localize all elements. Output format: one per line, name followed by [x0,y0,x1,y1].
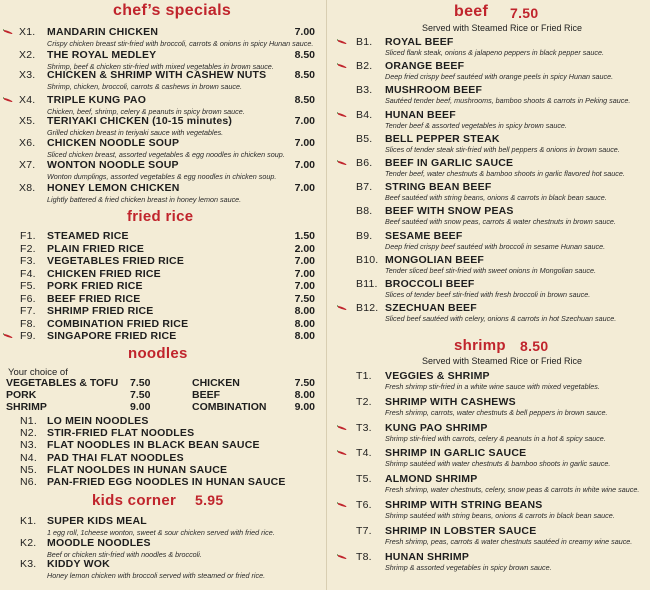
item-code: N5. [20,463,37,476]
item-code: T7. [356,524,372,537]
chili-pepper-icon [337,39,348,45]
item-name: SESAME BEEF [385,229,463,242]
item-description: Tender sliced beef stir-fried with sweet onions in Mongolian sauce. [385,265,596,275]
item-price: 7.00 [294,26,315,38]
item-code: X4. [19,94,36,106]
item-code: T8. [356,550,372,563]
item-price: 7.50 [294,292,315,305]
item-description: Lightly battered & fried chicken breast in honey lemon sauce. [47,195,242,204]
item-price: 7.00 [294,182,315,194]
item-code: T3. [356,421,372,434]
item-name: WONTON NOODLE SOUP [47,159,179,171]
item-name: ORANGE BEEF [385,60,465,73]
item-code: N4. [20,451,37,464]
beef-title: beef [454,3,489,20]
item-name: KIDDY WOK [47,558,110,570]
item-description: Sliced flank steak, onions & jalapeno peppers in black pepper sauce. [385,48,604,57]
item-code: F2. [20,242,36,255]
item-price: 7.00 [294,115,315,127]
item-price: 7.00 [294,159,315,171]
shrimp-subtitle: Served with Steamed Rice or Fried Rice [422,356,583,366]
item-description: Beef or chicken stir-fried with noodles & broccoli. [47,550,202,559]
item-name: FLAT NOODLES IN BLACK BEAN SAUCE [47,439,260,452]
noodle-choice-price: 7.50 [294,377,315,389]
chili-pepper-icon [337,160,348,166]
chili-pepper-icon [337,502,348,508]
noodle-choice-name: COMBINATION [192,401,267,413]
noodle-choice-name: PORK [6,389,37,401]
item-name: COMBINATION FRIED RICE [47,317,189,330]
item-name: BEEF FRIED RICE [47,292,141,305]
item-code: B9. [356,229,373,242]
item-name: HONEY LEMON CHICKEN [47,182,180,194]
kids-corner-title: kids corner [92,492,177,509]
item-code: B1. [356,36,373,48]
beef-price: 7.50 [510,5,539,21]
item-name: SZECHUAN BEEF [385,302,477,315]
item-name: BEEF IN GARLIC SAUCE [385,157,514,169]
item-code: K2. [20,537,37,549]
item-code: F5. [20,280,36,292]
item-code: X7. [19,159,36,171]
item-description: Shrimp sautéed with water chestnuts & bamboo shoots in garlic sauce. [385,459,611,469]
noodle-choice-price: 8.00 [294,389,315,401]
chili-pepper-icon [3,29,14,35]
item-description: Deep fried crispy beef sautéed with orange peels in spicy Hunan sauce. [385,72,614,82]
item-code: B10. [356,253,379,266]
item-code: B5. [356,132,373,145]
item-code: B12. [356,302,379,315]
chili-pepper-icon [337,305,348,311]
item-name: STRING BEAN BEEF [385,181,492,194]
item-code: B8. [356,205,373,218]
noodles-title: noodles [128,345,188,362]
item-name: SHRIMP FRIED RICE [47,305,154,317]
item-price: 8.00 [294,317,315,330]
item-description: Shrimp sautéed with string beans, onions & carrots in black bean sauce. [385,511,615,520]
item-name: HUNAN BEEF [385,108,456,121]
item-description: Chicken, beef, shrimp, celery & peanuts in spicy brown sauce. [47,107,245,116]
chili-pepper-icon [337,450,348,456]
item-name: SHRIMP IN GARLIC SAUCE [385,447,527,460]
item-name: THE ROYAL MEDLEY [47,49,157,61]
item-price: 8.50 [294,94,315,106]
item-code: X2. [19,49,36,61]
chili-pepper-icon [337,63,348,69]
right-column [332,0,650,590]
item-name: PLAIN FRIED RICE [47,242,145,255]
item-code: N6. [20,476,37,488]
item-name: PAN-FRIED EGG NOODLES IN HUNAN SAUCE [47,476,286,488]
item-name: SHRIMP IN LOBSTER SAUCE [385,524,537,537]
item-code: B3. [356,84,373,97]
shrimp-price: 8.50 [520,338,549,354]
item-name: VEGETABLES FRIED RICE [47,255,185,267]
item-name: STIR-FRIED FLAT NOODLES [47,427,195,440]
item-name: SHRIMP WITH STRING BEANS [385,499,543,511]
item-code: T6. [356,499,372,511]
item-code: F6. [20,292,36,305]
chili-pepper-icon [3,333,14,339]
beef-subtitle: Served with Steamed Rice or Fried Rice [422,23,583,33]
noodle-choice-name: VEGETABLES & TOFU [6,377,119,389]
item-description: Tender beef & assorted vegetables in spicy brown sauce. [385,120,567,130]
chili-pepper-icon [3,97,14,103]
item-description: Honey lemon chicken with broccoli served with steamed or fried rice. [47,571,266,580]
chili-pepper-icon [337,554,348,560]
item-name: SUPER KIDS MEAL [47,515,147,527]
item-description: Shrimp stir-fried with carrots, celery & peanuts in a hot & spicy sauce. [385,433,606,443]
kids-corner-price: 5.95 [195,492,224,508]
item-description: Crispy chicken breast stir-fried with broccoli, carrots & onions in spicy Hunan sauce. [47,39,314,48]
item-code: X6. [19,137,36,149]
item-name: SHRIMP WITH CASHEWS [385,395,516,408]
item-description: Tender beef, water chestnuts & bamboo shoots in garlic flavored hot sauce. [385,169,625,178]
item-code: B7. [356,181,373,194]
chili-pepper-icon [337,112,348,118]
fried-rice-title: fried rice [127,208,194,225]
item-price: 8.00 [294,305,315,317]
noodle-choice-price: 9.00 [130,401,151,413]
item-code: B11. [356,278,378,290]
noodle-choice-price: 7.50 [130,377,151,389]
item-name: MOODLE NOODLES [47,537,151,549]
item-code: T4. [356,447,372,460]
item-price: 1.50 [294,230,315,242]
item-name: KUNG PAO SHRIMP [385,421,488,434]
item-code: X3. [19,69,36,81]
item-code: T1. [356,370,372,382]
column-divider [326,0,327,590]
item-code: F7. [20,305,36,317]
item-name: PAD THAI FLAT NOODLES [47,451,184,464]
item-code: F9. [20,330,36,342]
item-code: K1. [20,515,37,527]
item-name: BEEF WITH SNOW PEAS [385,205,514,218]
item-code: K3. [20,558,37,570]
item-description: Wonton dumplings, assorted vegetables & egg noodles in chicken soup. [47,172,277,181]
item-price: 7.00 [294,267,315,280]
item-code: F8. [20,317,36,330]
item-name: PORK FRIED RICE [47,280,143,292]
item-name: FLAT NOOLDES IN HUNAN SAUCE [47,463,228,476]
chefs-specials-title: chef’s specials [113,2,232,19]
item-description: Beef sautéed with string beans, onions & carrots in black bean sauce. [385,193,607,203]
item-code: F1. [20,230,36,242]
item-code: X5. [19,115,36,127]
item-price: 8.50 [294,69,315,81]
item-name: BELL PEPPER STEAK [385,132,500,145]
item-name: ALMOND SHRIMP [385,473,478,486]
item-code: T2. [356,395,372,408]
item-name: CHICKEN FRIED RICE [47,267,161,280]
item-name: STEAMED RICE [47,230,129,242]
item-description: Sliced beef sautéed with celery, onions & carrots in hot Szechuan sauce. [385,314,617,324]
item-name: MANDARIN CHICKEN [47,26,159,38]
item-description: Fresh shrimp, water chestnuts, celery, snow peas & carrots in white wine sauce. [385,485,640,495]
item-code: B4. [356,108,373,121]
noodle-choice-price: 9.00 [294,401,315,413]
item-name: VEGGIES & SHRIMP [385,370,490,382]
item-description: 1 egg roll, 1cheese wonton, sweet & sour chicken served with fried rice. [47,528,275,537]
item-price: 7.00 [294,255,315,267]
item-code: B6. [356,157,373,169]
item-price: 7.00 [294,137,315,149]
item-description: Shrimp, chicken, broccoli, carrots & cashews in brown sauce. [47,82,242,91]
item-name: MONGOLIAN BEEF [385,253,485,266]
item-name: TERIYAKI CHICKEN (10-15 minutes) [47,115,233,127]
item-description: Fresh shrimp, peas, carrots & water chestnuts sautéed in creamy wine sauce. [385,536,633,546]
shrimp-title: shrimp [454,337,506,354]
item-price: 2.00 [294,242,315,255]
chili-pepper-icon [337,425,348,431]
item-name: BROCCOLI BEEF [385,278,475,290]
item-description: Grilled chicken breast in teriyaki sauce with vegetables. [47,128,224,137]
noodle-choice-name: BEEF [192,389,221,401]
item-price: 7.00 [294,280,315,292]
noodles-intro: Your choice of [8,367,68,378]
item-description: Beef sautéed with snow peas, carrots & water chestnuts in brown sauce. [385,217,616,227]
item-code: T5. [356,473,372,486]
item-code: F3. [20,255,36,267]
item-description: Sautéed tender beef, mushrooms, bamboo shoots & carrots in Peking sauce. [385,96,631,106]
item-code: N2. [20,427,37,440]
item-description: Sliced chicken breast, assorted vegetables & egg noodles in chicken soup. [47,150,285,159]
item-description: Slices of tender steak stir-fried with bell peppers & onions in brown sauce. [385,144,620,154]
item-description: Shrimp, beef & chicken stir-fried with mixed vegetables in brown sauce. [47,62,274,71]
item-name: SINGAPORE FRIED RICE [47,330,177,342]
noodle-choice-price: 7.50 [130,389,151,401]
noodle-choice-name: CHICKEN [192,377,240,389]
item-code: F4. [20,267,36,280]
item-name: CHICKEN & SHRIMP WITH CASHEW NUTS [47,69,267,81]
item-description: Shrimp & assorted vegetables in spicy brown sauce. [385,562,552,572]
item-name: CHICKEN NOODLE SOUP [47,137,180,149]
item-code: N1. [20,415,37,427]
item-description: Fresh shrimp, carrots, water chestnuts & bell peppers in brown sauce. [385,407,608,417]
item-description: Slices of tender beef stir-fried with fresh broccoli in brown sauce. [385,290,591,299]
item-description: Fresh shrimp stir-fried in a white wine sauce with mixed vegetables. [385,382,600,391]
item-code: X8. [19,182,36,194]
item-code: X1. [19,26,36,38]
item-name: TRIPLE KUNG PAO [47,94,147,106]
noodle-choice-name: SHRIMP [6,401,47,413]
item-price: 8.00 [294,330,315,342]
item-name: LO MEIN NOODLES [47,415,149,427]
item-description: Deep fried crispy beef sautéed with broccoli in sesame Hunan sauce. [385,241,606,251]
item-code: B2. [356,60,373,73]
item-name: MUSHROOM BEEF [385,84,483,97]
item-price: 8.50 [294,49,315,61]
item-code: N3. [20,439,37,452]
item-name: HUNAN SHRIMP [385,550,470,563]
item-name: ROYAL BEEF [385,36,454,48]
